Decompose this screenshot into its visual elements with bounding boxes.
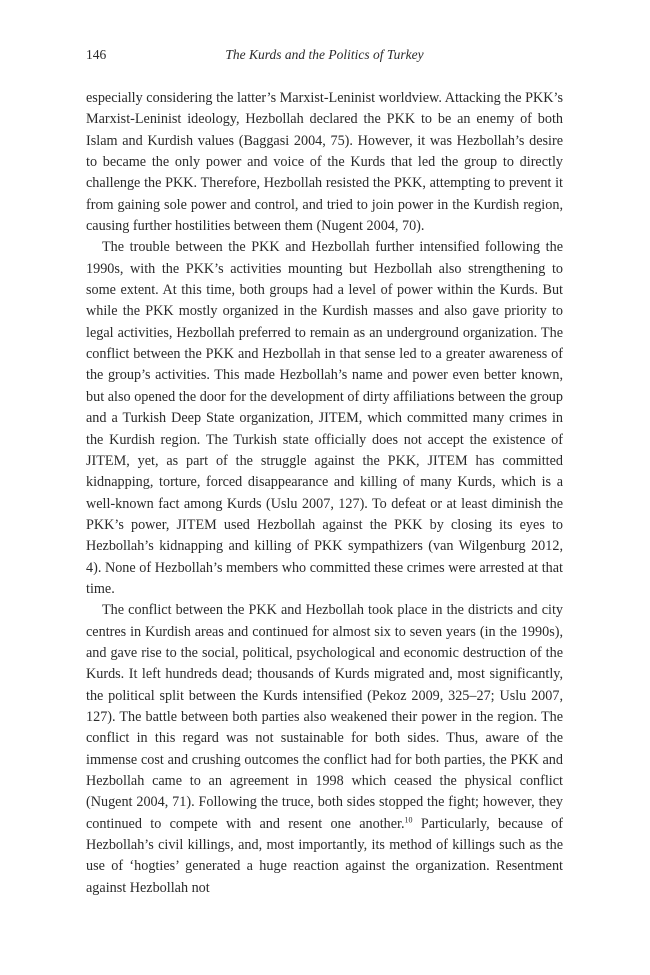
paragraph-text: The conflict between the PKK and Hezbollah took place in the districts and city centres in Kurdish areas and continued for almost six to seven years (in the 1990s), and gave rise to the social, political, psychological and economic destruction of the Kurds. It left hundreds dead; thousands of Kurds migrated and, most significantly, the political split between the Kurds intensified (Pekoz 2009, 325–27; Uslu 2007, 127). The battle between both parties also weakened their power in the region. The conflict in this regard was not sustainable for both sides. Thus, aware of the immense cost and crushing outcomes the conflict had for both parties, the PKK and Hezbollah came to an agreement in 1998 which ceased the physical conflict (Nugent 2004, 71). Following the truce, both sides stopped the fight; however, they continued to compete with and resent one another. — [86, 602, 563, 832]
paragraph-text: Particularly, because of Hezbollah’s civil killings, and, most importantly, its method of killings such as the use of ‘hogties’ generated a huge reaction against the organization. Resentment against Hezbollah not — [86, 815, 563, 896]
page-number: 146 — [86, 47, 107, 62]
body-text — [86, 88, 563, 899]
paragraph — [86, 600, 563, 899]
footnote-reference[interactable]: 10 — [404, 814, 413, 824]
running-head — [86, 45, 563, 65]
paragraph-continued: especially considering the latter’s Marxist-Leninist worldview. Attacking the PKK’s Marxist-Leninist ideology, Hezbollah declared the PKK to be an enemy of both Islam and Kurdish values (Baggasi 2004, 75). However, it was Hezbollah’s desire to became the only power and voice of the Kurds that led the group to directly challenge the PKK. Therefore, Hezbollah resisted the PKK, attempting to prevent it from gaining sole power and control, and tried to join power in the Kurdish region, causing further hostilities between them (Nugent 2004, 70). — [86, 90, 563, 235]
running-title: The Kurds and the Politics of Turkey — [225, 47, 424, 62]
paragraph: The trouble between the PKK and Hezbollah further intensified following the 1990s, with the PKK’s activities mounting but Hezbollah also strengthening to some extent. At this time, both groups had a level of power within the Kurds. But while the PKK mostly organized in the Kurdish masses and also gave priority to legal activities, Hezbollah preferred to remain as an underground organization. The conflict between the PKK and Hezbollah in that sense led to a greater awareness of the group’s activities. This made Hezbollah’s name and power even better known, but also opened the door for the development of dirty affiliations between the group and a Turkish Deep State organization, JITEM, which committed many crimes in the Kurdish region. The Turkish state officially does not accept the existence of JITEM, yet, as part of the struggle against the PKK, JITEM has committed kidnapping, torture, forced disappearance and killing of many Kurds, which is a well-known fact among Kurds (Uslu 2007, 127). To defeat or at least diminish the PKK’s power, JITEM used Hezbollah against the PKK by closing its eyes to Hezbollah’s kidnapping and killing of PKK sympathizers (van Wilgenburg 2012, 4). None of Hezbollah’s members who committed these crimes were arrested at that time. — [86, 239, 563, 597]
